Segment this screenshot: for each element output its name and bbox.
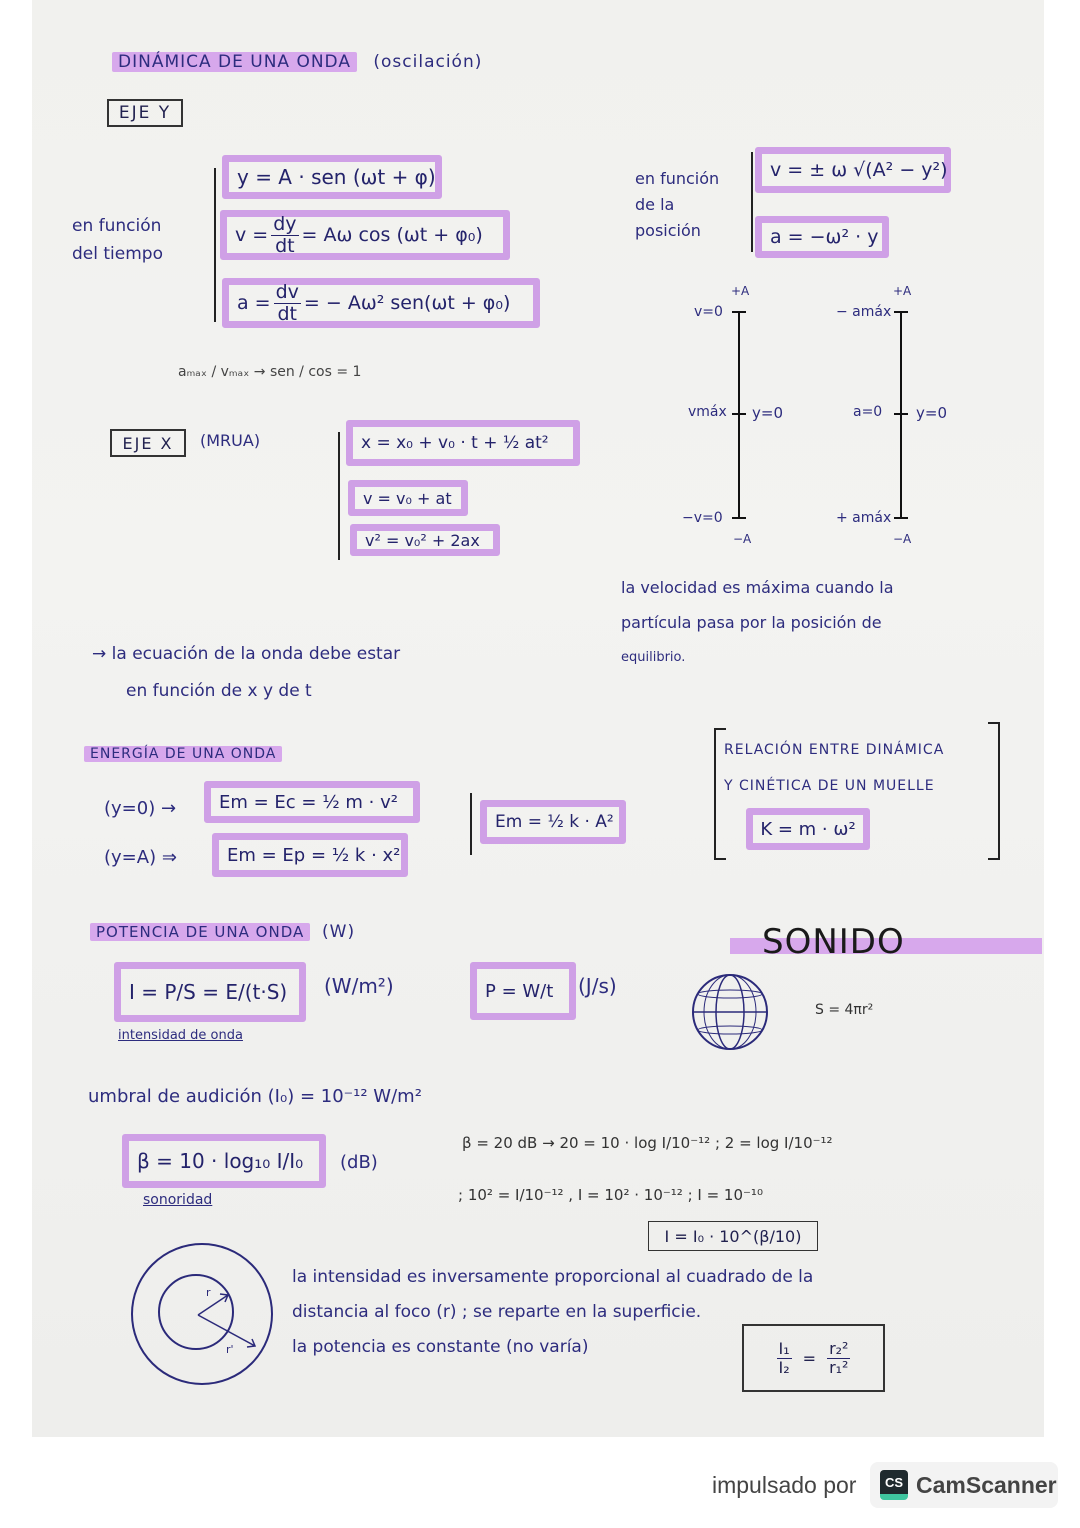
ratio-den-right: r₁²	[829, 1357, 849, 1377]
intensity-caption: intensidad de onda	[118, 1028, 243, 1043]
eq-a-den: dt	[277, 302, 298, 325]
eq-spring-constant: K = m · ω²	[746, 808, 870, 850]
time-label-line-2: del tiempo	[72, 244, 163, 264]
concentric-circles-diagram	[128, 1240, 276, 1388]
acc-tick-bottom	[894, 517, 908, 519]
mrua-label: (MRUA)	[200, 431, 261, 450]
intensity-note-line-2: distancia al foco (r) ; se reparte en la superficie.	[292, 1302, 702, 1322]
eq-velocity-time	[220, 210, 510, 260]
power-title: POTENCIA DE UNA ONDA	[90, 923, 310, 941]
energy-title-row	[84, 746, 282, 762]
time-label	[72, 212, 163, 268]
sound-level-unit: (dB)	[340, 1152, 378, 1173]
eq-intensity: I = P/S = E/(t·S)	[114, 962, 306, 1022]
ratio-num-left: I₁	[778, 1338, 790, 1358]
sound-title: SONIDO	[762, 922, 905, 962]
eq-a-lhs: a =	[237, 292, 271, 314]
intensity-note-line-3: la potencia es constante (no varía)	[292, 1337, 589, 1357]
spring-title-2: Y CINÉTICA DE UN MUELLE	[724, 778, 935, 794]
eq-v-rhs: = Aω cos (ωt + φ₀)	[301, 224, 483, 246]
eq-velocity-position: v = ± ω √(A² − y²)	[755, 147, 951, 193]
acc-bottom-label: + amáx	[836, 510, 892, 526]
notebook-page	[32, 0, 1044, 1437]
intensity-ratio-box	[742, 1324, 885, 1392]
max-note: aₘₐₓ / vₘₐₓ → sen / cos = 1	[178, 364, 362, 380]
worked-example-line-1: β = 20 dB → 20 = 10 · log I/10⁻¹² ; 2 = log I/10⁻¹²	[462, 1134, 833, 1152]
radius-outer-label: r'	[226, 1343, 234, 1356]
position-label	[635, 166, 719, 244]
acc-tick-top	[894, 311, 908, 313]
dynamics-title: DINÁMICA DE UNA ONDA	[112, 52, 357, 72]
power-title-row	[90, 922, 355, 942]
intensity-note-line-1: la intensidad es inversamente proporcional al cuadrado de la	[292, 1267, 814, 1287]
hearing-threshold: umbral de audición (I₀) = 10⁻¹² W/m²	[88, 1086, 422, 1107]
velocity-note-line-3: equilibrio.	[621, 650, 686, 665]
eq-position-time: y = A · sen (ωt + φ)	[222, 155, 442, 199]
camscanner-badge[interactable]	[870, 1462, 1058, 1508]
vel-tick-top	[732, 311, 746, 313]
velocity-note-line-1: la velocidad es máxima cuando la	[621, 578, 894, 597]
eq-a-rhs: = − Aω² sen(ωt + φ₀)	[303, 292, 511, 314]
position-label-line-3: posición	[635, 221, 701, 240]
worked-example-result: I = I₀ · 10^(β/10)	[648, 1221, 818, 1251]
axis-y-label: EJE Y	[107, 99, 183, 127]
worked-example-line-2: ; 10² = I/10⁻¹² , I = 10² · 10⁻¹² ; I = 10⁻¹⁰	[458, 1186, 763, 1204]
intensity-unit: (W/m²)	[324, 974, 394, 998]
eq-v-den: dt	[275, 234, 295, 257]
vel-axis-line	[738, 312, 740, 518]
energy-cond-2: (y=A) ⇒	[104, 847, 177, 868]
eq-a-num: dv	[275, 280, 299, 303]
position-label-line-2: de la	[635, 195, 675, 214]
ratio-num-right: r₂²	[829, 1338, 849, 1358]
eq-v-num: dy	[273, 212, 297, 235]
energy-title: ENERGÍA DE UNA ONDA	[84, 746, 282, 762]
intensity-distance-note	[292, 1260, 813, 1365]
time-brace	[214, 168, 216, 322]
power-unit-js: (J/s)	[578, 974, 617, 998]
dynamics-subtitle: (oscilación)	[373, 52, 483, 72]
wave-note-line-2: en función de x y de t	[126, 681, 312, 701]
sphere-area-formula: S = 4πr²	[815, 1002, 874, 1018]
vel-bottom-amp: −A	[733, 532, 752, 546]
vel-mid-left: vmáx	[688, 404, 727, 420]
eq-x-velocity-squared: v² = v₀² + 2ax	[350, 524, 500, 556]
eq-acceleration-time	[222, 278, 540, 328]
wave-note-line-1: → la ecuación de la onda debe estar	[92, 644, 401, 664]
position-brace	[751, 152, 753, 252]
energy-brace	[470, 793, 472, 855]
vel-tick-mid	[732, 413, 746, 415]
spring-title-1: RELACIÓN ENTRE DINÁMICA	[724, 742, 945, 758]
sound-level-caption: sonoridad	[143, 1192, 213, 1208]
vel-bottom-label: −v=0	[682, 510, 723, 526]
ratio-equals: =	[802, 1348, 817, 1368]
time-label-line-1: en función	[72, 216, 162, 236]
eq-x-velocity: v = v₀ + at	[348, 480, 468, 516]
ratio-den-left: I₂	[778, 1357, 790, 1377]
energy-cond-1: (y=0) →	[104, 798, 177, 819]
eq-total-energy: Em = ½ k · A²	[480, 800, 626, 844]
eq-sound-level: β = 10 · log₁₀ I/I₀	[122, 1134, 326, 1188]
acc-mid-left: a=0	[853, 404, 883, 420]
position-label-line-1: en función	[635, 169, 720, 188]
acc-bottom-amp: −A	[893, 532, 912, 546]
velocity-note	[621, 570, 894, 675]
acc-top-label: − amáx	[836, 304, 892, 320]
acc-mid-right: y=0	[916, 404, 947, 422]
acc-axis-line	[900, 312, 902, 518]
eq-x-position: x = x₀ + v₀ · t + ½ at²	[346, 420, 580, 466]
dynamics-title-row	[112, 52, 482, 72]
velocity-note-line-2: partícula pasa por la posición de	[621, 613, 882, 632]
vel-mid-right: y=0	[752, 404, 783, 422]
acc-top-amp: +A	[893, 284, 912, 298]
wave-equation-note	[92, 636, 400, 710]
vel-top-amp: +A	[731, 284, 750, 298]
powered-by-text: impulsado por	[712, 1472, 857, 1498]
camscanner-logo-icon: CS	[880, 1470, 908, 1500]
eq-v-lhs: v =	[235, 224, 269, 246]
sphere-icon	[690, 972, 770, 1052]
camscanner-brand-name: CamScanner	[916, 1471, 1057, 1498]
radius-inner-label: r	[206, 1286, 211, 1299]
eq-potential-energy: Em = Ep = ½ k · x²	[212, 833, 408, 877]
vel-top-label: v=0	[694, 304, 723, 320]
eq-acceleration-position: a = −ω² · y	[755, 216, 889, 258]
axis-x-label: EJE X	[110, 429, 186, 457]
mrua-brace	[338, 432, 340, 560]
bracket-right	[988, 722, 1000, 860]
vel-tick-bottom	[732, 517, 746, 519]
power-unit: (W)	[322, 922, 356, 942]
eq-power: P = W/t	[470, 962, 576, 1020]
eq-kinetic-energy: Em = Ec = ½ m · v²	[204, 781, 420, 823]
acc-tick-mid	[894, 413, 908, 415]
